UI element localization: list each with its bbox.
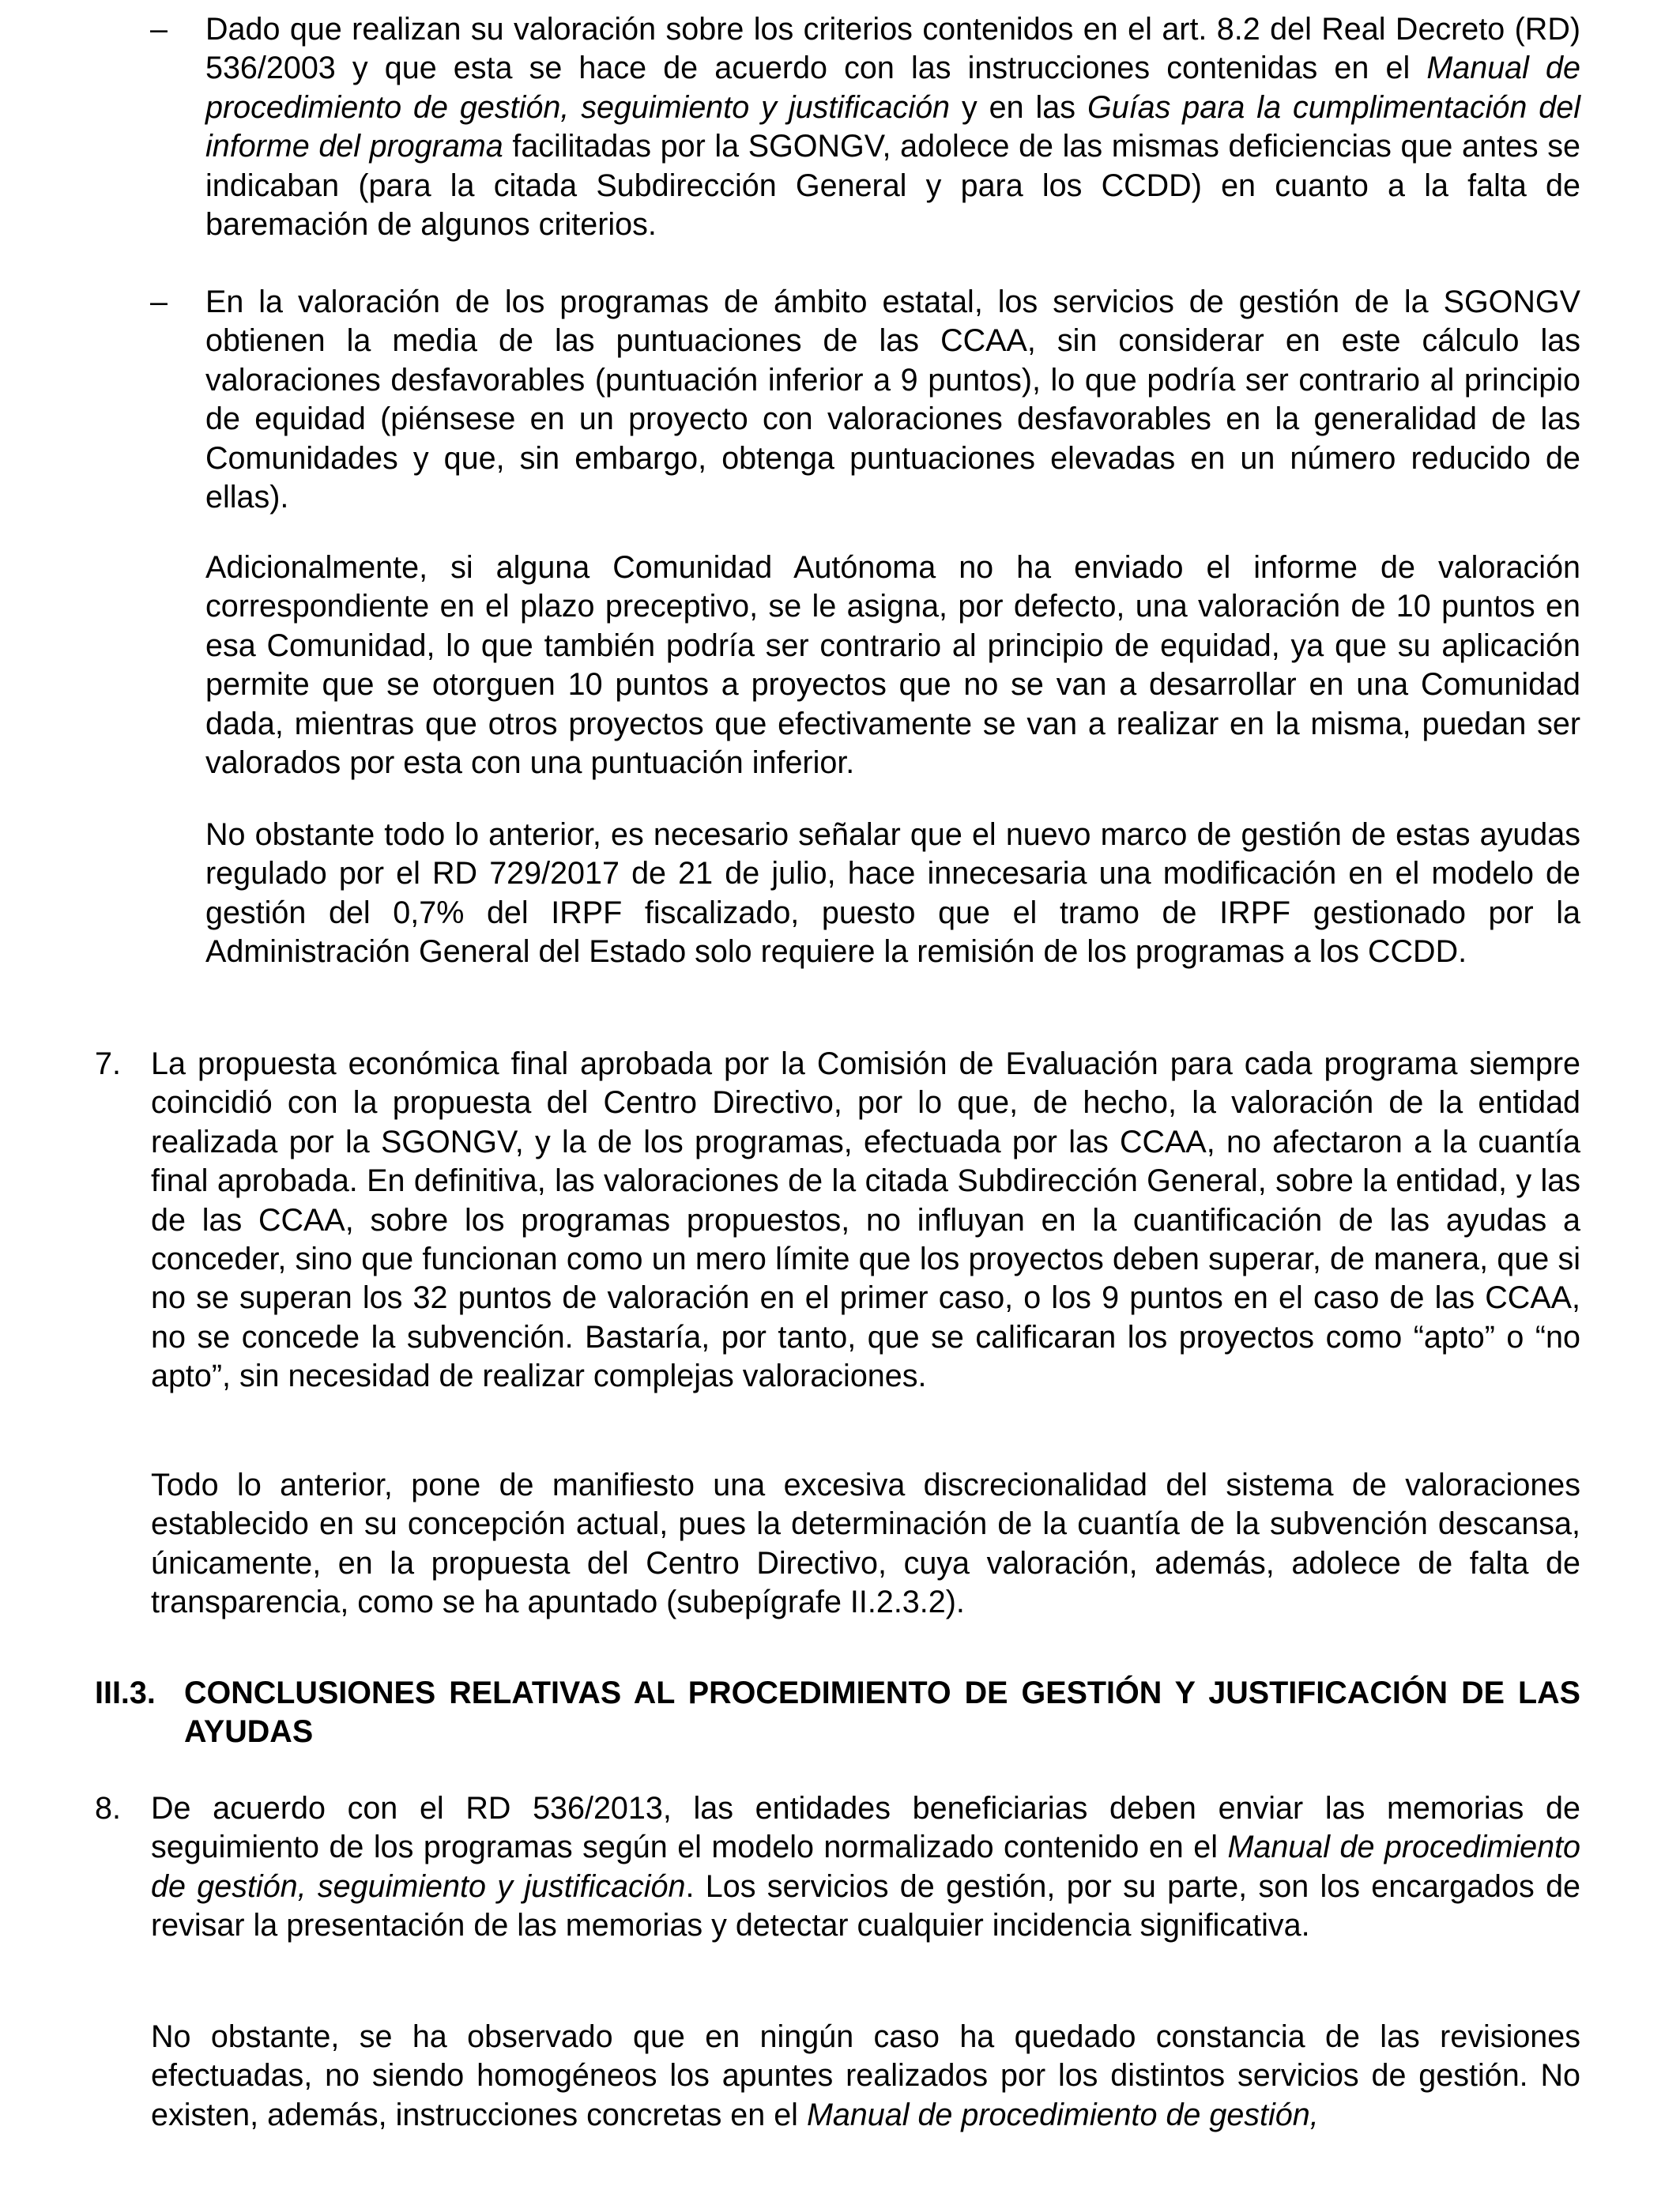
section-number: III.3. xyxy=(95,1676,156,1710)
bullet-text xyxy=(205,283,1580,517)
text-segment: De acuerdo con el RD 536/2013, las entidades beneficiarias deben enviar las memorias de seguimiento de los programas según el modelo normalizado contenido en el xyxy=(151,1791,1580,1865)
italic-manual-title: Manual de procedimiento de gestión, seguimiento y justificación xyxy=(151,1830,1581,1904)
italic-manual-title: Manual de procedimiento de gestión, seguimiento y justificación xyxy=(205,51,1580,125)
italic-guias-title: Guías para la cumplimentación del informe del programa xyxy=(205,89,1581,164)
bullet-text xyxy=(205,10,1580,244)
text-segment: No obstante, se ha observado que en ningún caso ha quedado constancia de las revisiones efectuadas, no siendo homogéneos los apuntes realizados por los distintos servicios de gestión. No existen, además, instrucciones concretas en el xyxy=(151,2019,1580,2132)
text-segment: facilitadas por la SGONGV, adolece de las mismas deficiencias que antes se indicaban (para la citada Subdirección General y para los CCDD) en cuanto a la falta de baremación de algunos criterios. xyxy=(205,129,1580,243)
paragraph-adicionalmente: Adicionalmente, si alguna Comunidad Autónoma no ha enviado el informe de valoración correspondiente en el plazo preceptivo, se le asigna, por defecto, una valoración de 10 puntos en esa Comunidad, lo que también podría ser contrario al principio de equidad, ya que su aplicación permite que se otorguen 10 puntos a proyectos que no se van a desarrollar en una Comunidad dada, mientras que otros proyectos que efectivamente se van a realizar en la misma, puedan ser valorados por esta con una puntuación inferior. xyxy=(205,550,1580,781)
text-segment: En la valoración de los programas de ámbito estatal, los servicios de gestión de la SGONGV obtienen la media de las puntuaciones de las CCAA, sin considerar en este cálculo las valoraciones desfavorables (puntuación inferior a 9 puntos), lo que podría ser contrario al principio de equidad (piénsese en un proyecto con valoraciones desfavorables en la generalidad de las Comunidades y que, sin embargo, obtenga puntuaciones elevadas en un número reducido de ellas). xyxy=(205,285,1580,515)
list-number-7: 7. xyxy=(95,1046,121,1081)
text-segment: Dado que realizan su valoración sobre los criterios contenidos en el art. 8.2 del Real Decreto (RD) 536/2003 y que esta se hace de acuerdo con las instrucciones contenidas en el xyxy=(205,12,1580,86)
bullet-dash: – xyxy=(150,285,168,319)
item-8-followup xyxy=(151,2018,1580,2135)
text-segment: . Los servicios de gestión, por su parte, son los encargados de revisar la presentación de las memorias y detectar cualquier incidencia significativa. xyxy=(151,1868,1581,1943)
list-number-8: 8. xyxy=(95,1791,121,1826)
bullet-dash: – xyxy=(150,12,168,47)
paragraph-no-obstante: No obstante todo lo anterior, es necesario señalar que el nuevo marco de gestión de estas ayudas regulado por el RD 729/2017 de 21 de julio, hace innecesaria una modificación en el modelo de gestión del 0,7% del IRPF fiscalizado, puesto que el tramo de IRPF gestionado por la Administración General del Estado solo requiere la remisión de los programas a los CCDD. xyxy=(205,817,1580,970)
italic-manual-title: Manual de procedimiento de gestión, xyxy=(806,2097,1319,2132)
item-7-followup: Todo lo anterior, pone de manifiesto una excesiva discrecionalidad del sistema de valoraciones establecido en su concepción actual, pues la determinación de la cuantía de la subvención descansa, únicamente, en la propuesta del Centro Directivo, cuya valoración, además, adolece de falta de transparencia, como se ha apuntado (subepígrafe II.2.3.2). xyxy=(151,1468,1580,1620)
item-7-text: La propuesta económica final aprobada por la Comisión de Evaluación para cada programa siempre coincidió con la propuesta del Centro Directivo, por lo que, de hecho, la valoración de la entidad realizada por la SGONGV, y la de los programas, efectuada por las CCAA, no afectaron a la cuantía final aprobada. En definitiva, las valoraciones de la citada Subdirección General, sobre la entidad, y las de las CCAA, sobre los programas propuestos, no influyan en la cuantificación de las ayudas a conceder, sino que funcionan como un mero límite que los proyectos deben superar, de manera, que si no se superan los 32 puntos de valoración en el primer caso, o los 9 puntos en el caso de las CCAA, no se concede la subvención. Bastaría, por tanto, que se calificaran los proyectos como “apto” o “no apto”, sin necesidad de realizar complejas valoraciones. xyxy=(151,1046,1580,1394)
section-heading: CONCLUSIONES RELATIVAS AL PROCEDIMIENTO DE GESTIÓN Y JUSTIFICACIÓN DE LAS AYUDAS xyxy=(184,1676,1580,1750)
text-segment: y en las xyxy=(950,89,1087,125)
item-8-text xyxy=(151,1789,1580,1946)
